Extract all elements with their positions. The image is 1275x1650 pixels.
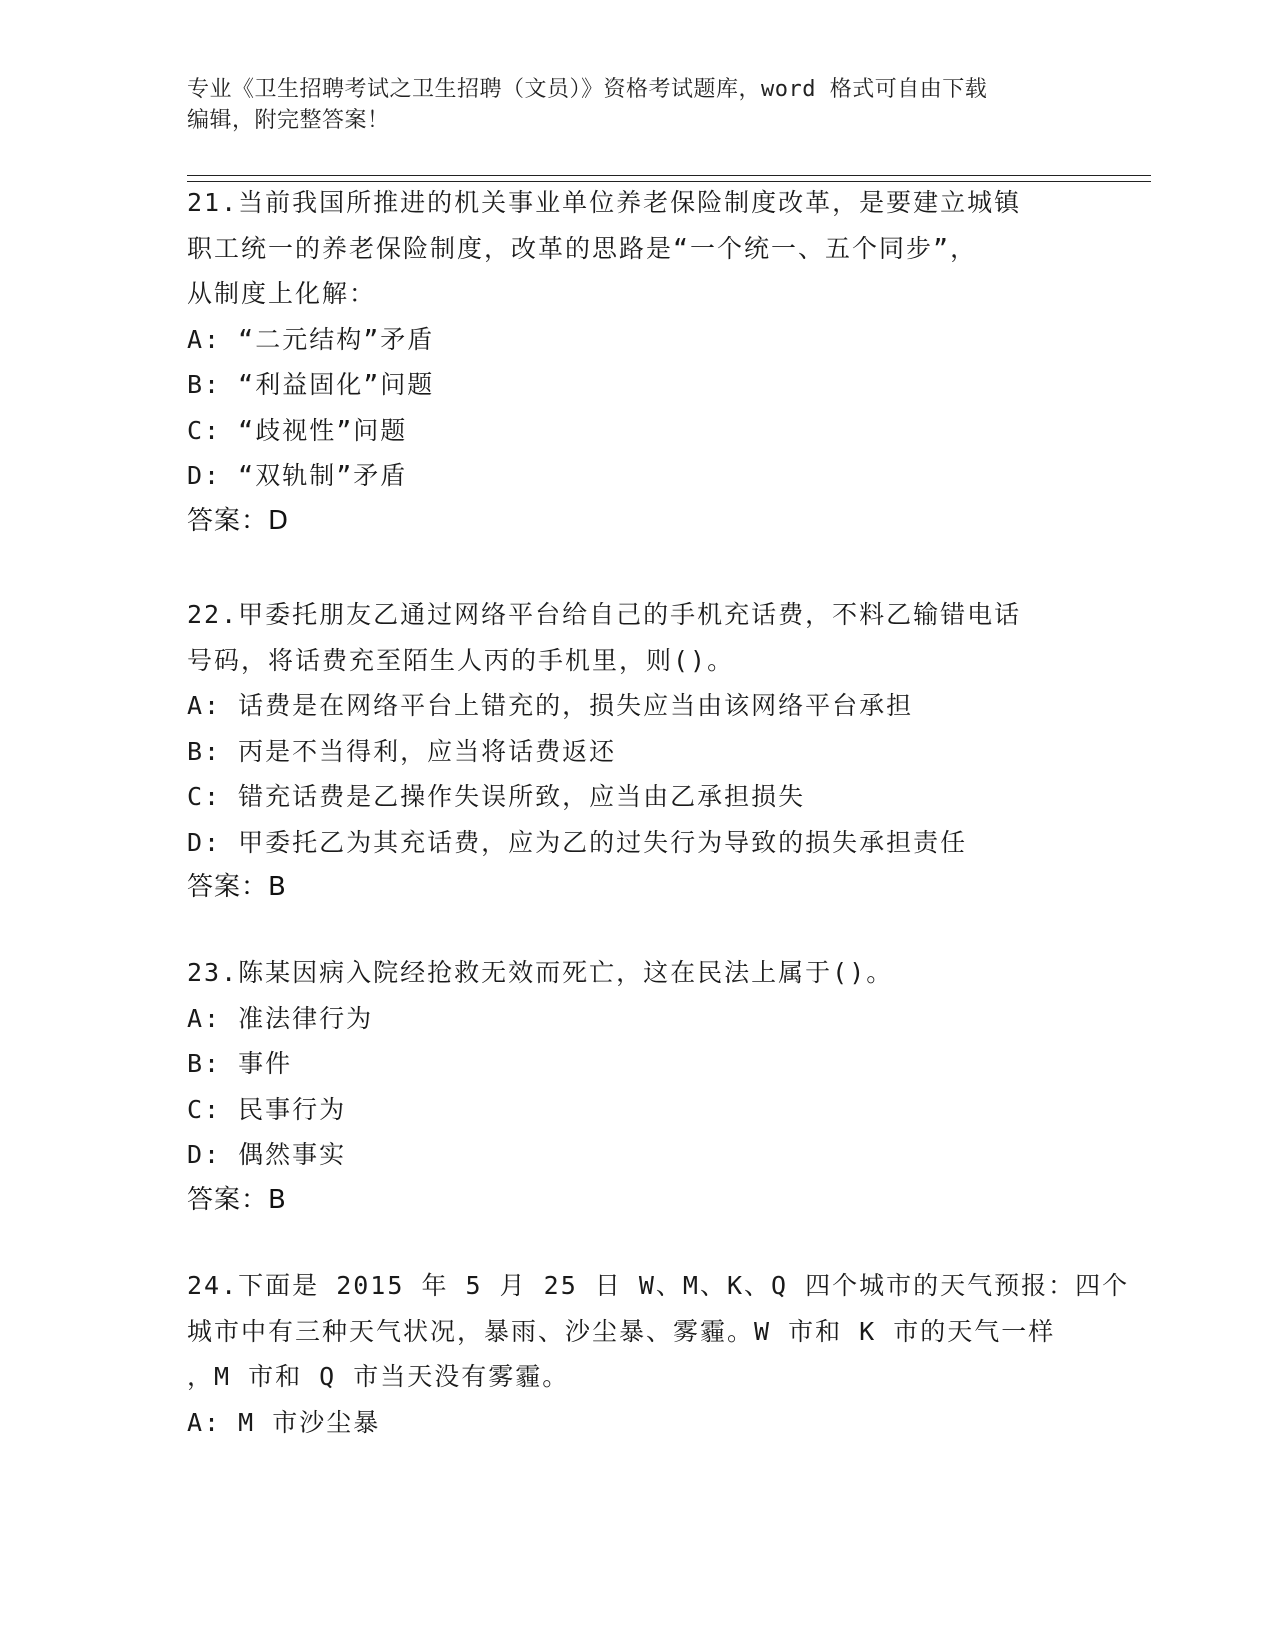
option-c: C: 错充话费是乙操作失误所致，应当由乙承担损失: [187, 782, 806, 811]
option-c: C: “歧视性”问题: [187, 415, 408, 445]
answer-label: 答案：D: [187, 505, 290, 536]
question-21: [187, 180, 1087, 544]
option-a: A: 准法律行为: [187, 1003, 374, 1033]
question-stem-line: 号码，将话费充至陌生人丙的手机里，则()。: [187, 645, 735, 675]
question-stem-line: 城市中有三种天气状况，暴雨、沙尘暴、雾霾。W 市和 K 市的天气一样: [187, 1316, 1056, 1346]
question-23: [187, 950, 1087, 1223]
option-a: A: M 市沙尘暴: [187, 1407, 381, 1437]
option-d: D: 甲委托乙为其充话费，应为乙的过失行为导致的损失承担责任: [187, 827, 968, 857]
question-stem-line: 22.甲委托朋友乙通过网络平台给自己的手机充话费，不料乙输错电话: [187, 600, 1022, 629]
option-b: B: “利益固化”问题: [187, 370, 435, 399]
option-d: D: 偶然事实: [187, 1140, 347, 1169]
option-c: C: 民事行为: [187, 1094, 347, 1124]
option-a: A: “二元结构”矛盾: [187, 324, 435, 354]
question-24: [187, 1263, 1130, 1445]
option-b: B: 丙是不当得利，应当将话费返还: [187, 736, 617, 766]
option-a: A: 话费是在网络平台上错充的，损失应当由该网络平台承担: [187, 691, 914, 720]
header-rule-top: [187, 175, 1151, 176]
question-stem-line: 21.当前我国所推进的机关事业单位养老保险制度改革，是要建立城镇: [187, 188, 1022, 217]
question-stem-line: 24.下面是 2015 年 5 月 25 日 W、M、K、Q 四个城市的天气预报：四个: [187, 1271, 1130, 1300]
answer-label: 答案：B: [187, 1184, 287, 1215]
question-stem-line: 从制度上化解：: [187, 279, 377, 308]
answer-label: 答案：B: [187, 872, 287, 902]
option-d: D: “双轨制”矛盾: [187, 461, 408, 490]
header-line-2: 编辑，附完整答案！: [187, 108, 390, 133]
question-22: [187, 592, 1087, 911]
header-line-1: 专业《卫生招聘考试之卫生招聘（文员）》资格考试题库，word 格式可自由下载: [187, 77, 988, 102]
document-header: [187, 74, 1087, 136]
question-stem-line: 23.陈某因病入院经抢救无效而死亡，这在民法上属于()。: [187, 958, 894, 987]
option-b: B: 事件: [187, 1049, 293, 1078]
question-stem-line: 职工统一的养老保险制度，改革的思路是“一个统一、五个同步”，: [187, 233, 978, 263]
question-stem-line: ，M 市和 Q 市当天没有雾霾。: [187, 1362, 570, 1391]
